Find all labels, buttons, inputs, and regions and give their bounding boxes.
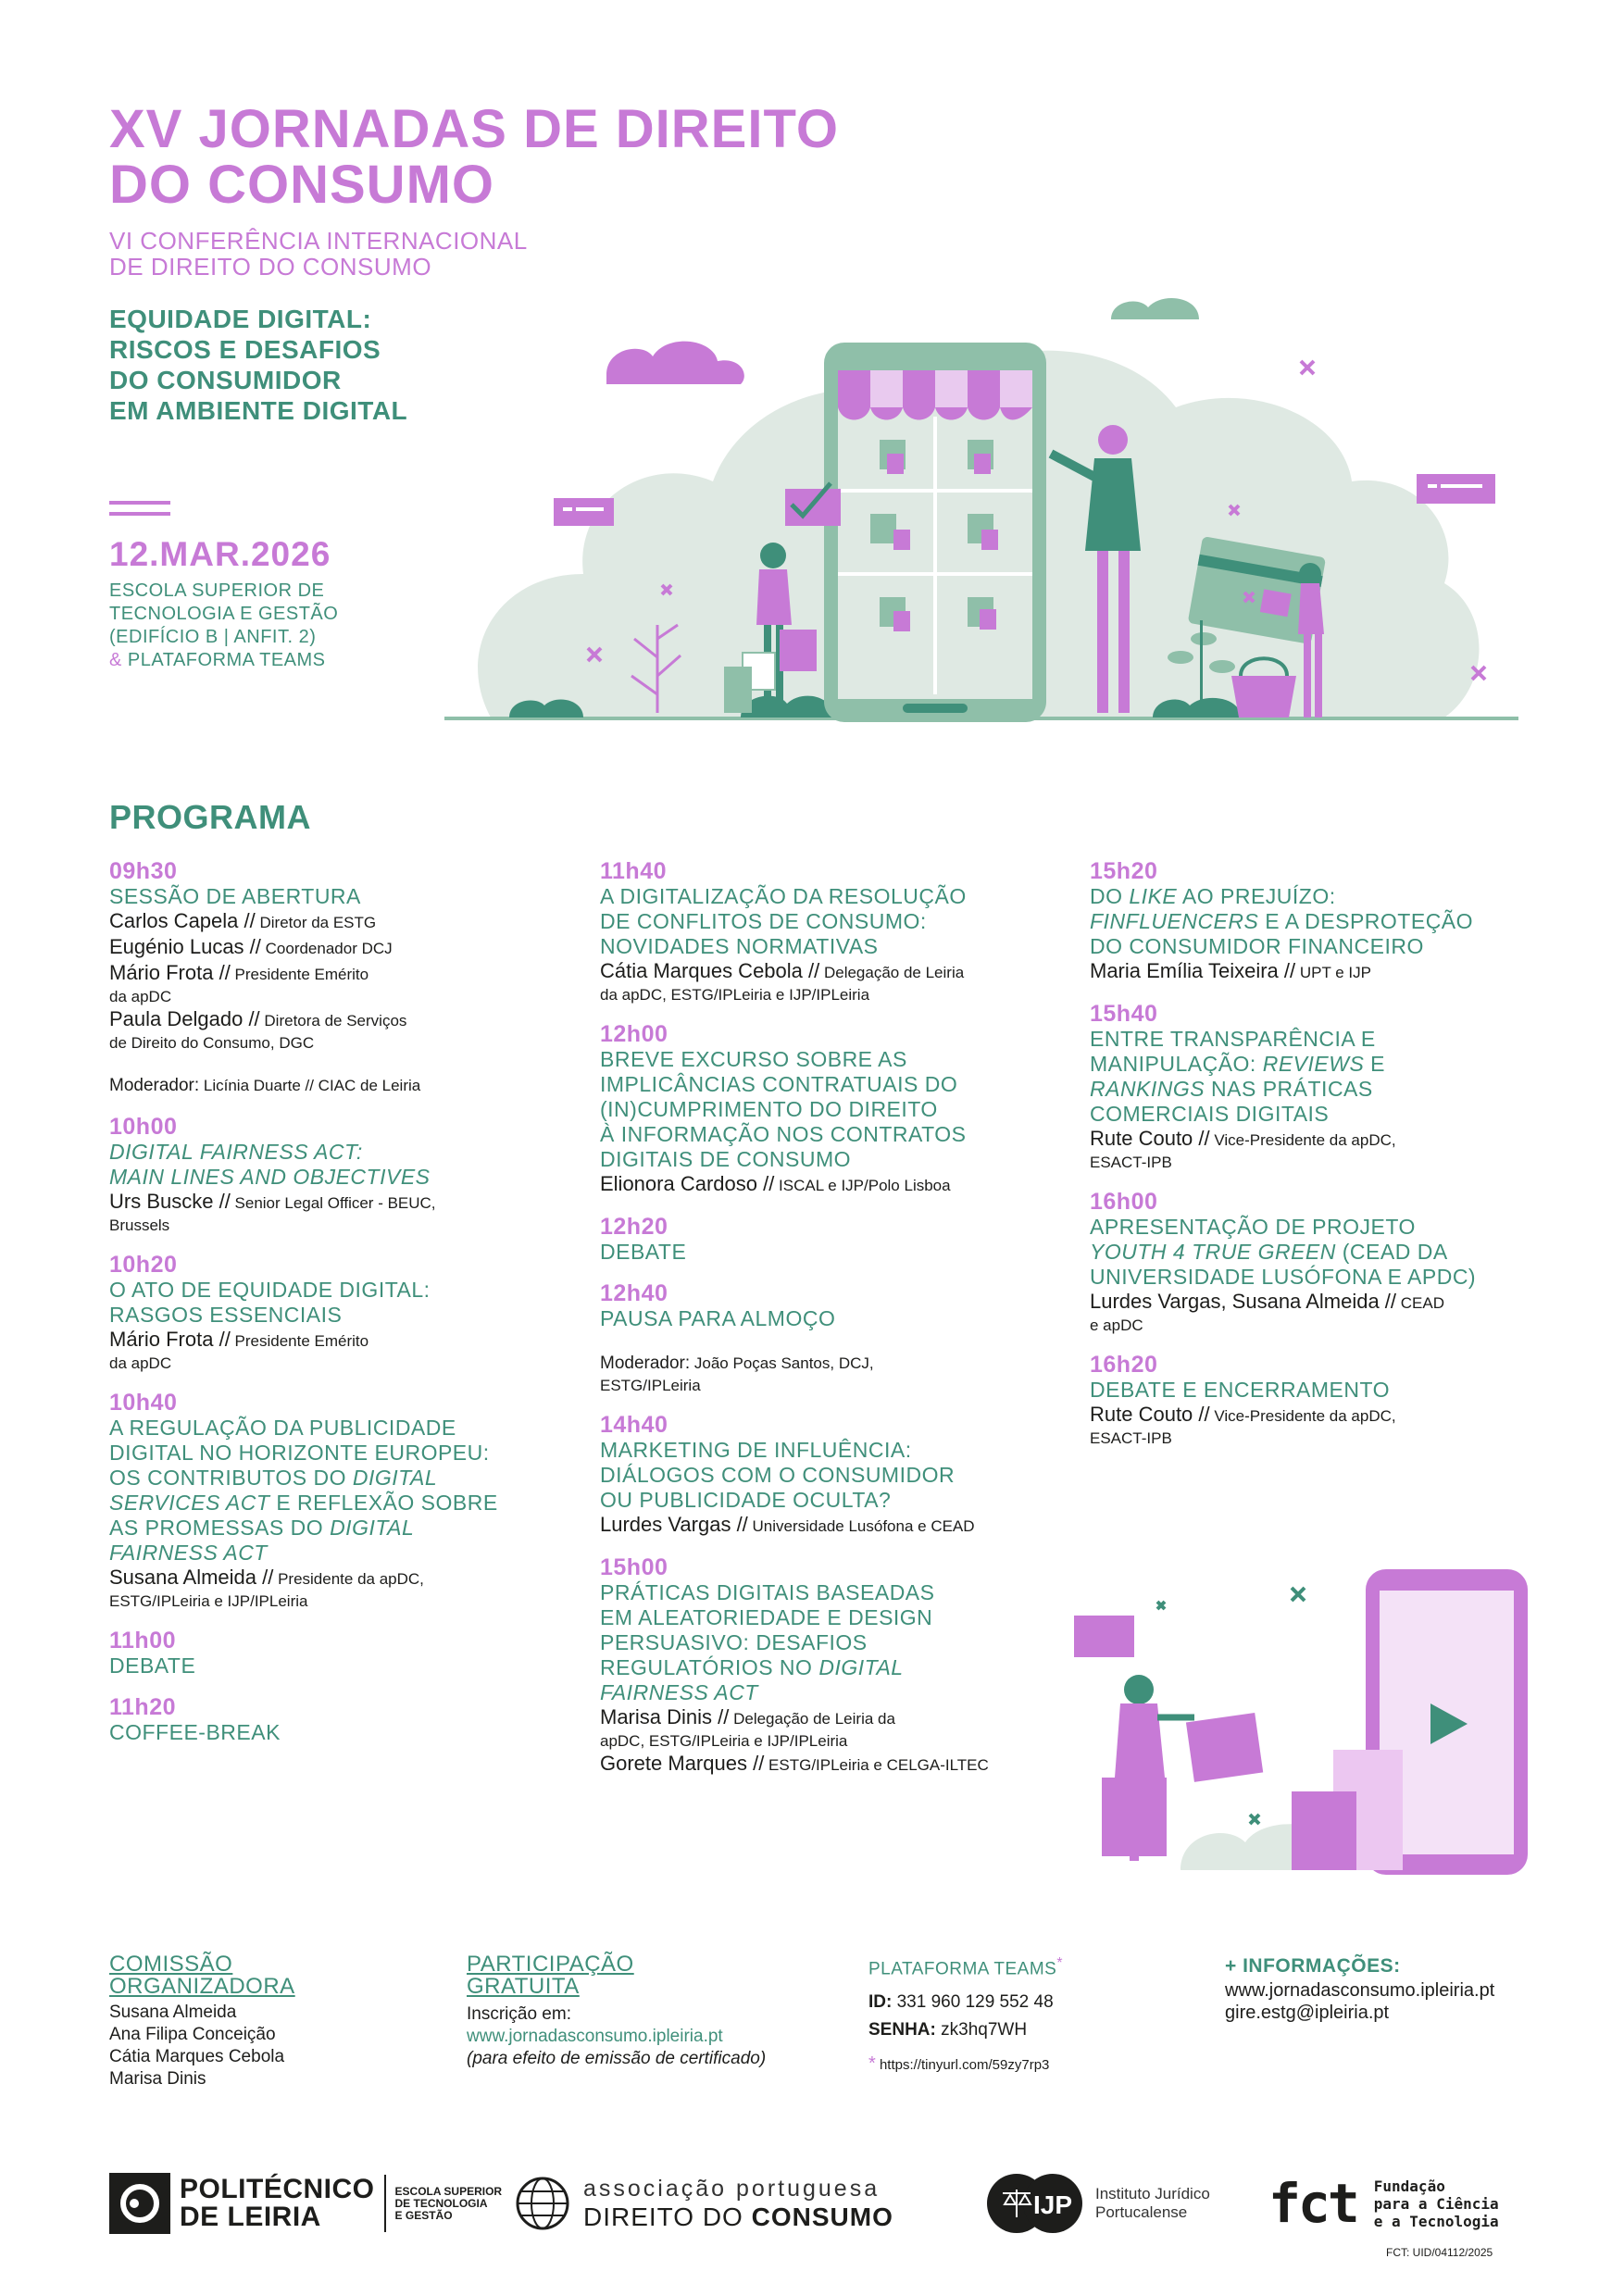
speaker: Maria Emília Teixeira // UPT e IJP [1090,959,1371,982]
ijp-logo: IJP Instituto Jurídico Portucalense [986,2166,1210,2240]
event-date: 12.MAR.2026 [109,535,331,573]
session-title: DEBATE [600,1240,687,1264]
session-time: 11h40 [600,858,668,884]
speaker: Mário Frota // Presidente Emérito da apDC [109,961,369,1005]
speaker: Urs Buscke // Senior Legal Officer - BEUC, Brussels [109,1190,436,1234]
session-title: DEBATE [109,1653,196,1678]
session-time: 11h00 [109,1628,177,1653]
session [600,1215,1081,1265]
session-time: 12h40 [600,1280,668,1306]
politecnico-mark-icon [109,2173,170,2234]
session-title: DEBATE E ENCERRAMENTO [1090,1378,1391,1402]
speaker: Eugénio Lucas // Coordenador DCJ [109,935,393,958]
divider [109,501,170,505]
participation-heading: PARTICIPAÇÃO GRATUITA [467,1952,634,1999]
session [109,859,591,1098]
phone-button [903,704,968,713]
speaker: Cátia Marques Cebola // Delegação de Leiria da apDC, ESTG/IPLeiria e IJP/IPLeiria [600,959,965,1004]
session-time: 12h20 [600,1214,668,1240]
session-title: MARKETING DE INFLUÊNCIA: DIÁLOGOS COM O CONSUMIDOR OU PUBLICIDADE OCULTA? [600,1438,956,1512]
speaker: Marisa Dinis // Delegação de Leiria da apDC, ESTG/IPLeiria e IJP/IPLeiria [600,1705,895,1750]
teams-id: ID: 331 960 129 552 48 [868,1992,1054,2013]
session [109,1253,591,1374]
info-heading: + INFORMAÇÕES: [1225,1955,1401,1977]
session [109,1695,591,1745]
session [600,1281,1081,1396]
registration-label: Inscrição em: [467,2004,571,2024]
session-time: 09h30 [109,858,178,884]
globe-icon [515,2176,570,2231]
info-email[interactable]: gire.estg@ipleiria.pt [1225,2003,1390,2023]
speaker: Rute Couto // Vice-Presidente da apDC, ESACT-IPB [1090,1403,1396,1447]
session [109,1115,591,1236]
speaker: Gorete Marques // ESTG/IPLeiria e CELGA-ILTEC [600,1752,989,1775]
politecnico-leiria-logo: POLITÉCNICO DE LEIRIA ESCOLA SUPERIOR DE TECNOLOGIA E GESTÃO [109,2166,502,2240]
session-title: DIGITAL FAIRNESS ACT: MAIN LINES AND OBJECTIVES [109,1140,431,1189]
shopping-bag-icon [1292,1791,1356,1870]
message-bubble-icon [554,498,614,526]
participation-info [467,1953,766,2070]
session [1090,859,1571,985]
speaker: Susana Almeida // Presidente da apDC, ESTG/IPLeiria e IJP/IPLeiria [109,1566,424,1610]
session-title: COFFEE-BREAK [109,1720,281,1744]
session-time: 10h00 [109,1114,178,1140]
committee-member: Marisa Dinis [109,2069,206,2089]
session-title: PAUSA PARA ALMOÇO [600,1306,836,1330]
session [600,1555,1081,1778]
message-bubble-icon [1417,474,1495,504]
session [109,1628,591,1678]
info-website[interactable]: www.jornadasconsumo.ipleiria.pt [1225,1980,1495,2001]
teams-password: SENHA: zk3hq7WH [868,2020,1028,2040]
video-shopping-illustration [1065,1565,1528,1879]
moderator: Moderador: João Poças Santos, DCJ, ESTG/IPLeiria [600,1354,874,1394]
close-icon [1157,1588,1305,1824]
session-title: A REGULAÇÃO DA PUBLICIDADE DIGITAL NO HORIZONTE EUROPEU: OS CONTRIBUTOS DO DIGITAL SERVICES ACT E REFLEXÃO SOBRE AS PROMESSAS DO DIGITAL FAIRNESS ACT [109,1416,498,1565]
session-title: PRÁTICAS DIGITAIS BASEADAS EM ALEATORIEDADE E DESIGN PERSUASIVO: DESAFIOS REGULATÓRIOS NO DIGITAL FAIRNESS ACT [600,1580,935,1704]
speaker: Lurdes Vargas, Susana Almeida // CEAD e apDC [1090,1290,1444,1334]
cloud-icon [1111,298,1199,319]
speaker: Rute Couto // Vice-Presidente da apDC, ESACT-IPB [1090,1127,1396,1171]
certificate-note: (para efeito de emissão de certificado) [467,2049,767,2068]
committee-member: Susana Almeida [109,2003,237,2022]
shopping-bag-icon [1186,1713,1263,1782]
session-time: 10h20 [109,1252,178,1278]
speaker: Mário Frota // Presidente Emérito da apDC [109,1328,369,1372]
session-time: 16h20 [1090,1352,1158,1378]
session [600,1022,1081,1198]
teams-url: * https://tinyurl.com/59zy7rp3 [868,2053,1050,2075]
committee-heading: COMISSÃO ORGANIZADORA [109,1952,295,1999]
session-title: APRESENTAÇÃO DE PROJETO YOUTH 4 TRUE GREEN (CEAD DA UNIVERSIDADE LUSÓFONA E APDC) [1090,1215,1477,1289]
session-time: 14h40 [600,1412,668,1438]
teams-heading: PLATAFORMA TEAMS* [868,1955,1063,1979]
organizing-committee [109,1953,295,2090]
event-venue: ESCOLA SUPERIOR DE TECNOLOGIA E GESTÃO (EDIFÍCIO B | ANFIT. 2) & PLATAFORMA TEAMS [109,580,339,670]
session-title: ENTRE TRANSPARÊNCIA E MANIPULAÇÃO: REVIEWS E RANKINGS NAS PRÁTICAS COMERCIAIS DIGITAIS [1090,1027,1386,1126]
session-title: A DIGITALIZAÇÃO DA RESOLUÇÃO DE CONFLITOS DE CONSUMO: NOVIDADES NORMATIVAS [600,884,967,958]
registration-link[interactable]: www.jornadasconsumo.ipleiria.pt [467,2027,723,2046]
speaker: Paula Delgado // Diretora de Serviços de Direito do Consumo, DGC [109,1007,407,1052]
fct-uid: FCT: UID/04112/2025 [1386,2246,1493,2259]
message-bubble-icon [1074,1616,1134,1657]
session-time: 15h40 [1090,1001,1158,1027]
more-info [1225,1955,1494,2024]
event-title: XV JORNADAS DE DIREITO DO CONSUMO [109,99,839,215]
shopping-illustration [435,268,1528,731]
speaker: Lurdes Vargas // Universidade Lusófona e CEAD [600,1513,975,1536]
speaker: Elionora Cardoso // ISCAL e IJP/Polo Lisboa [600,1172,951,1195]
session-title: DO LIKE AO PREJUÍZO: FINFLUENCERS E A DESPROTEÇÃO DO CONSUMIDOR FINANCEIRO [1090,884,1474,958]
programme-column-2 [600,859,1081,1794]
session-time: 11h20 [109,1694,177,1720]
session-time: 15h00 [600,1554,668,1580]
programme-column-3 [1090,859,1571,1466]
speaker: Carlos Capela // Diretor da ESTG [109,909,377,932]
programme-heading: PROGRAMA [109,798,311,836]
session-title: O ATO DE EQUIDADE DIGITAL: RASGOS ESSENCIAIS [109,1278,431,1327]
svg-text:IJP: IJP [1032,2190,1073,2219]
session [109,1391,591,1612]
teams-info [868,1955,1063,2075]
fct-logo: fct Fundação para a Ciência e a Tecnologia [1268,2172,1499,2235]
session [1090,1190,1571,1336]
programme-column-1 [109,859,591,1762]
session-time: 12h00 [600,1021,668,1047]
ijp-mark-icon [986,2173,1088,2234]
session-title: SESSÃO DE ABERTURA [109,884,361,908]
session-time: 16h00 [1090,1189,1158,1215]
session [1090,1353,1571,1449]
session-time: 10h40 [109,1390,178,1416]
committee-member: Cátia Marques Cebola [109,2047,285,2066]
moderator: Moderador: Licínia Duarte // CIAC de Leiria [109,1076,421,1095]
apdc-logo: associação portuguesa DIREITO DO CONSUMO [515,2166,893,2240]
event-subtitle: VI CONFERÊNCIA INTERNACIONAL DE DIREITO DO CONSUMO [109,227,528,281]
session-title: BREVE EXCURSO SOBRE AS IMPLICÂNCIAS CONTRATUAIS DO (IN)CUMPRIMENTO DO DIREITO À INFORMAÇÃO NOS CONTRATOS DIGITAIS DE CONSUMO [600,1047,967,1171]
event-theme: EQUIDADE DIGITAL: RISCOS E DESAFIOS DO CONSUMIDOR EM AMBIENTE DIGITAL [109,305,408,425]
committee-member: Ana Filipa Conceição [109,2025,276,2044]
session [600,859,1081,1005]
divider [109,512,170,516]
session [600,1413,1081,1539]
session-time: 15h20 [1090,858,1158,884]
cloud-icon [606,342,744,384]
session [1090,1002,1571,1173]
